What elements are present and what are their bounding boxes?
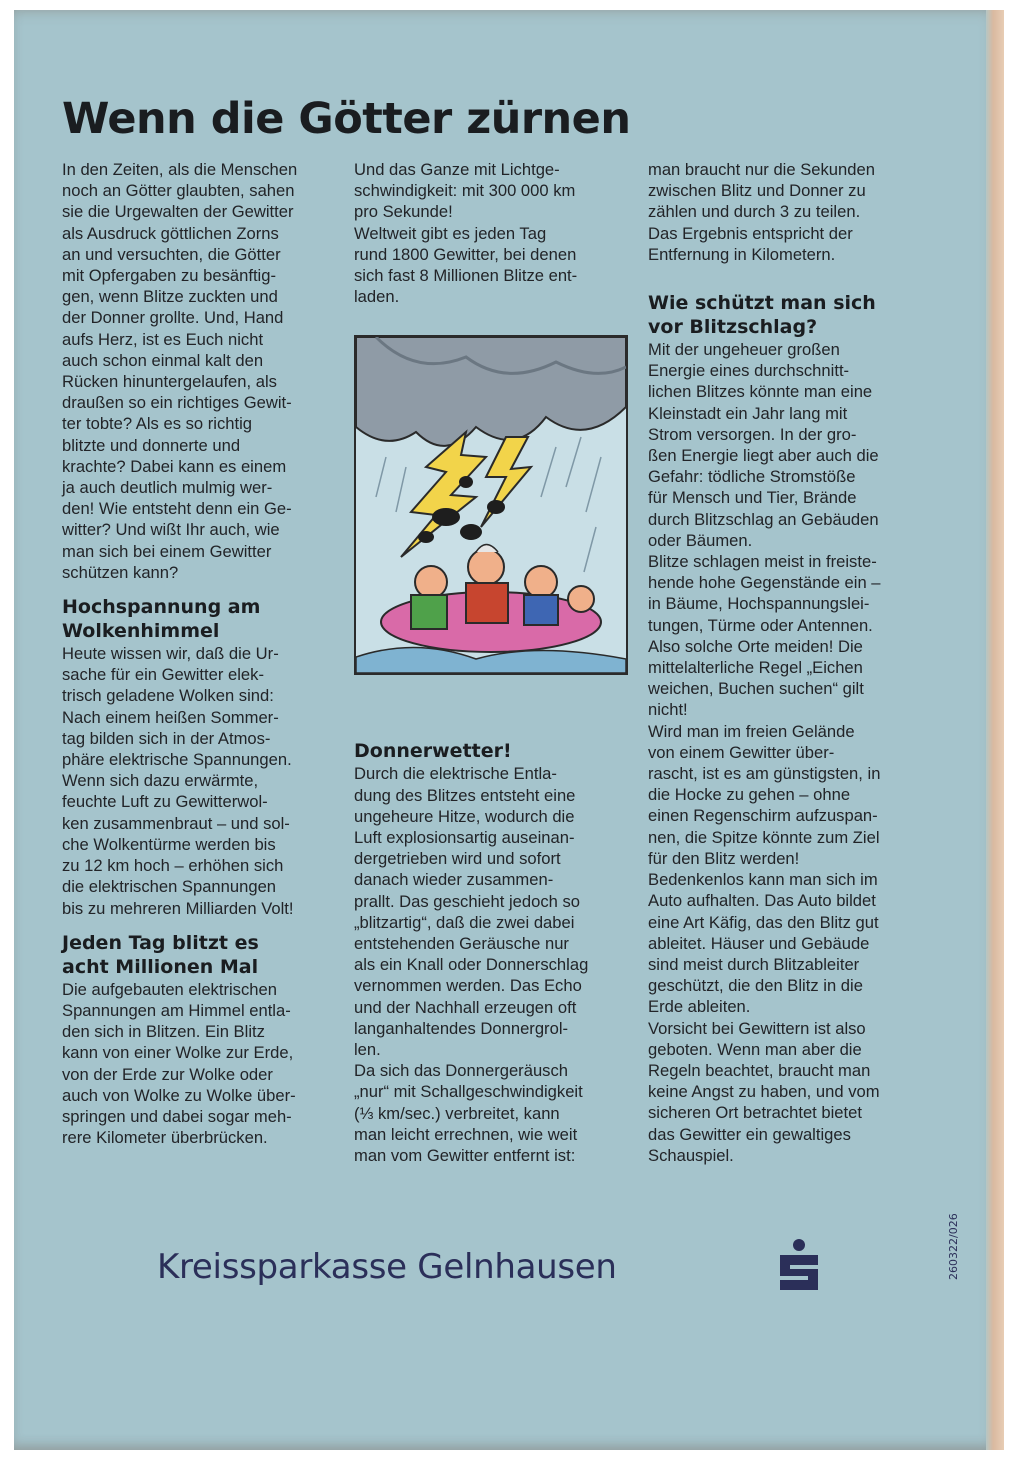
text-line: sich fast 8 Millionen Blitze ent- — [354, 266, 578, 286]
text-line: hende hohe Gegenstände ein – — [648, 573, 881, 593]
text-line: zählen und durch 3 zu teilen. — [648, 202, 861, 222]
text-line: springen und dabei sogar meh- — [62, 1106, 292, 1126]
text-line: len. — [354, 1040, 381, 1060]
text-line: Entfernung in Kilometern. — [648, 244, 836, 264]
heading-jeden-tag — [62, 931, 337, 979]
column-2 — [354, 159, 629, 1166]
text-line: sicheren Ort betrachtet bietet — [648, 1103, 862, 1123]
text-line: feuchte Luft zu Gewitterwol- — [62, 792, 268, 812]
text-line: blitzte und donnerte und — [62, 435, 241, 455]
text-line: den sich in Blitzen. Ein Blitz — [62, 1022, 265, 1042]
text-line: trisch geladene Wolken sind: — [62, 686, 274, 706]
text-line: (⅓ km/sec.) verbreitet, kann — [354, 1103, 560, 1123]
text-line: „blitzartig“, daß die zwei dabei — [354, 912, 575, 932]
column-1 — [62, 159, 337, 1148]
text-line: der Donner grollte. Und, Hand — [62, 308, 284, 328]
text-line: Nach einem heißen Sommer- — [62, 707, 279, 727]
text-line: nicht! — [648, 700, 688, 720]
heading-line: acht Millionen Mal — [62, 955, 259, 978]
text-line: tungen, Türme oder Antennen. — [648, 615, 873, 635]
text-line: sind meist durch Blitzableiter — [648, 954, 860, 974]
text-line: Erde ableiten. — [648, 997, 751, 1017]
text-line: Weltweit gibt es jeden Tag — [354, 223, 547, 243]
heading-line: Wolkenhimmel — [62, 620, 220, 643]
text-line: dergetrieben wird und sofort — [354, 849, 561, 869]
text-line: krachte? Dabei kann es einem — [62, 456, 287, 476]
text-line: entstehenden Geräusche nur — [354, 934, 569, 954]
text-line: an und versuchten, die Götter — [62, 244, 281, 264]
text-line: mittelalterliche Regel „Eichen — [648, 658, 863, 678]
text-line: Und das Ganze mit Lichtge- — [354, 160, 560, 179]
text-line: auch von Wolke zu Wolke über- — [62, 1085, 296, 1105]
text-line: Wird man im freien Gelände — [648, 721, 855, 741]
text-line: Durch die elektrische Entla- — [354, 764, 557, 784]
text-line: man vom Gewitter entfernt ist: — [354, 1146, 576, 1166]
text-line: Heute wissen wir, daß die Ur- — [62, 644, 279, 664]
text-line: man braucht nur die Sekunden — [648, 160, 875, 179]
text-line: Also solche Orte meiden! Die — [648, 636, 863, 656]
text-line: Schauspiel. — [648, 1145, 734, 1165]
paragraph-jeden-tag — [62, 979, 337, 1149]
text-line: Vorsicht bei Gewittern ist also — [648, 1018, 866, 1038]
text-line: den! Wie entsteht denn ein Ge- — [62, 499, 292, 519]
heading-line: Hochspannung am — [62, 596, 261, 619]
brand-name: Kreissparkasse Gelnhausen — [157, 1247, 617, 1287]
text-line: oder Bäumen. — [648, 530, 753, 550]
paragraph-blitzschlag — [648, 339, 933, 1166]
heading-line: Donnerwetter! — [354, 740, 512, 763]
text-line: ßen Energie liegt aber auch die — [648, 446, 879, 466]
text-line: aufs Herz, ist es Euch nicht — [62, 329, 264, 349]
heading-line: Jeden Tag blitzt es — [62, 931, 259, 954]
text-line: schützen kann? — [62, 562, 179, 582]
text-line: Mit der ungeheuer großen — [648, 340, 840, 360]
text-line: lichen Blitzes könnte man eine — [648, 382, 873, 402]
thunderstorm-comic-image — [356, 337, 626, 673]
text-line: keine Angst zu haben, und vom — [648, 1082, 880, 1102]
text-line: bis zu mehreren Milliarden Volt! — [62, 898, 294, 918]
text-line: Das Ergebnis entspricht der — [648, 223, 853, 243]
heading-line: vor Blitzschlag? — [648, 316, 818, 339]
intro-paragraph — [62, 159, 337, 583]
text-line: langanhaltendes Donnergrol- — [354, 1018, 569, 1038]
text-line: eine Art Käfig, das den Blitz gut — [648, 912, 879, 932]
text-line: gen, wenn Blitze zuckten und — [62, 287, 278, 307]
text-line: schwindigkeit: mit 300 000 km — [354, 181, 576, 201]
text-line: zwischen Blitz und Donner zu — [648, 181, 866, 201]
text-line: die Hocke zu gehen – ohne — [648, 785, 851, 805]
text-line: vernommen werden. Das Echo — [354, 976, 582, 996]
text-line: witter? Und wißt Ihr auch, wie — [62, 520, 280, 540]
text-line: ableitet. Häuser und Gebäude — [648, 933, 870, 953]
text-line: auch schon einmal kalt den — [62, 350, 264, 370]
text-line: danach wieder zusammen- — [354, 870, 554, 890]
text-line: Auto aufhalten. Das Auto bildet — [648, 891, 876, 911]
text-line: zu 12 km hoch – erhöhen sich — [62, 856, 284, 876]
text-line: ungeheure Hitze, wodurch die — [354, 806, 575, 826]
text-line: draußen so ein richtiges Gewit- — [62, 393, 292, 413]
text-line: und der Nachhall erzeugen oft — [354, 997, 577, 1017]
paragraph-sekunden — [648, 159, 933, 265]
column-3 — [648, 159, 933, 1166]
print-code: 260322/026 — [947, 1213, 960, 1280]
text-line: für Mensch und Tier, Brände — [648, 488, 857, 508]
text-line: rere Kilometer überbrücken. — [62, 1128, 268, 1148]
text-line: in Bäume, Hochspannungslei- — [648, 594, 870, 614]
text-line: als ein Knall oder Donnerschlag — [354, 955, 589, 975]
text-line: ja auch deutlich mulmig wer- — [62, 478, 273, 498]
text-line: man sich bei einem Gewitter — [62, 541, 272, 561]
page-spine — [986, 10, 1004, 1450]
text-line: Wenn sich dazu erwärmte, — [62, 771, 259, 791]
text-line: Bedenkenlos kann man sich im — [648, 870, 878, 890]
text-line: geschützt, die den Blitz in die — [648, 976, 863, 996]
text-line: laden. — [354, 287, 400, 307]
text-line: Luft explosionsartig auseinan- — [354, 828, 575, 848]
text-line: che Wolkentürme werden bis — [62, 834, 276, 854]
text-line: mit Opfergaben zu besänftig- — [62, 266, 276, 286]
text-line: Energie eines durchschnitt- — [648, 361, 850, 381]
text-line: die elektrischen Spannungen — [62, 877, 277, 897]
text-line: sache für ein Gewitter elek- — [62, 665, 264, 685]
text-line: von der Erde zur Wolke oder — [62, 1064, 273, 1084]
text-line: ken zusammenbraut – und sol- — [62, 813, 290, 833]
text-line: „nur“ mit Schallgeschwindigkeit — [354, 1082, 583, 1102]
sparkasse-logo-icon — [776, 1238, 822, 1294]
text-line: Strom versorgen. In der gro- — [648, 424, 857, 444]
text-line: rascht, ist es am günstigsten, in — [648, 764, 881, 784]
text-line: kann von einer Wolke zur Erde, — [62, 1043, 294, 1063]
text-line: noch an Götter glaubten, sahen — [62, 181, 295, 201]
paragraph-hochspannung — [62, 643, 337, 919]
text-line: Die aufgebauten elektrischen — [62, 979, 277, 999]
text-line: für den Blitz werden! — [648, 848, 800, 868]
text-line: einen Regenschirm aufzuspan- — [648, 806, 878, 826]
text-line: Gefahr: tödliche Stromstöße — [648, 467, 856, 487]
heading-donnerwetter — [354, 739, 629, 763]
text-line: pro Sekunde! — [354, 202, 453, 222]
text-line: das Gewitter ein gewaltiges — [648, 1124, 851, 1144]
text-line: In den Zeiten, als die Menschen — [62, 160, 298, 179]
text-line: sie die Urgewalten der Gewitter — [62, 202, 294, 222]
text-line: dung des Blitzes entsteht eine — [354, 785, 576, 805]
text-line: ter tobte? Als es so richtig — [62, 414, 253, 434]
text-line: Da sich das Donnergeräusch — [354, 1061, 568, 1081]
text-line: weichen, Buchen suchen“ gilt — [648, 679, 864, 699]
paragraph-donnerwetter — [354, 763, 629, 1166]
text-line: Spannungen am Himmel entla- — [62, 1000, 291, 1020]
paragraph-lichtgeschwindigkeit — [354, 159, 629, 307]
text-line: geboten. Wenn man aber die — [648, 1039, 862, 1059]
comic-illustration — [354, 335, 628, 675]
heading-blitzschlag — [648, 291, 933, 339]
text-line: rund 1800 Gewitter, bei denen — [354, 244, 577, 264]
text-line: Regeln beachtet, braucht man — [648, 1060, 871, 1080]
text-line: man leicht errechnen, wie weit — [354, 1124, 578, 1144]
heading-line: Wie schützt man sich — [648, 292, 876, 315]
text-line: prallt. Das geschieht jedoch so — [354, 891, 580, 911]
article-title: Wenn die Götter zürnen — [62, 94, 631, 144]
text-line: Blitze schlagen meist in freiste- — [648, 552, 877, 572]
text-line: als Ausdruck göttlichen Zorns — [62, 223, 279, 243]
text-line: von einem Gewitter über- — [648, 742, 835, 762]
text-line: tag bilden sich in der Atmos- — [62, 728, 271, 748]
heading-hochspannung — [62, 595, 337, 643]
text-line: Rücken hinuntergelaufen, als — [62, 372, 277, 392]
text-line: phäre elektrische Spannungen. — [62, 750, 292, 770]
text-line: durch Blitzschlag an Gebäuden — [648, 509, 879, 529]
text-line: Kleinstadt ein Jahr lang mit — [648, 403, 848, 423]
text-line: nen, die Spitze könnte zum Ziel — [648, 827, 880, 847]
